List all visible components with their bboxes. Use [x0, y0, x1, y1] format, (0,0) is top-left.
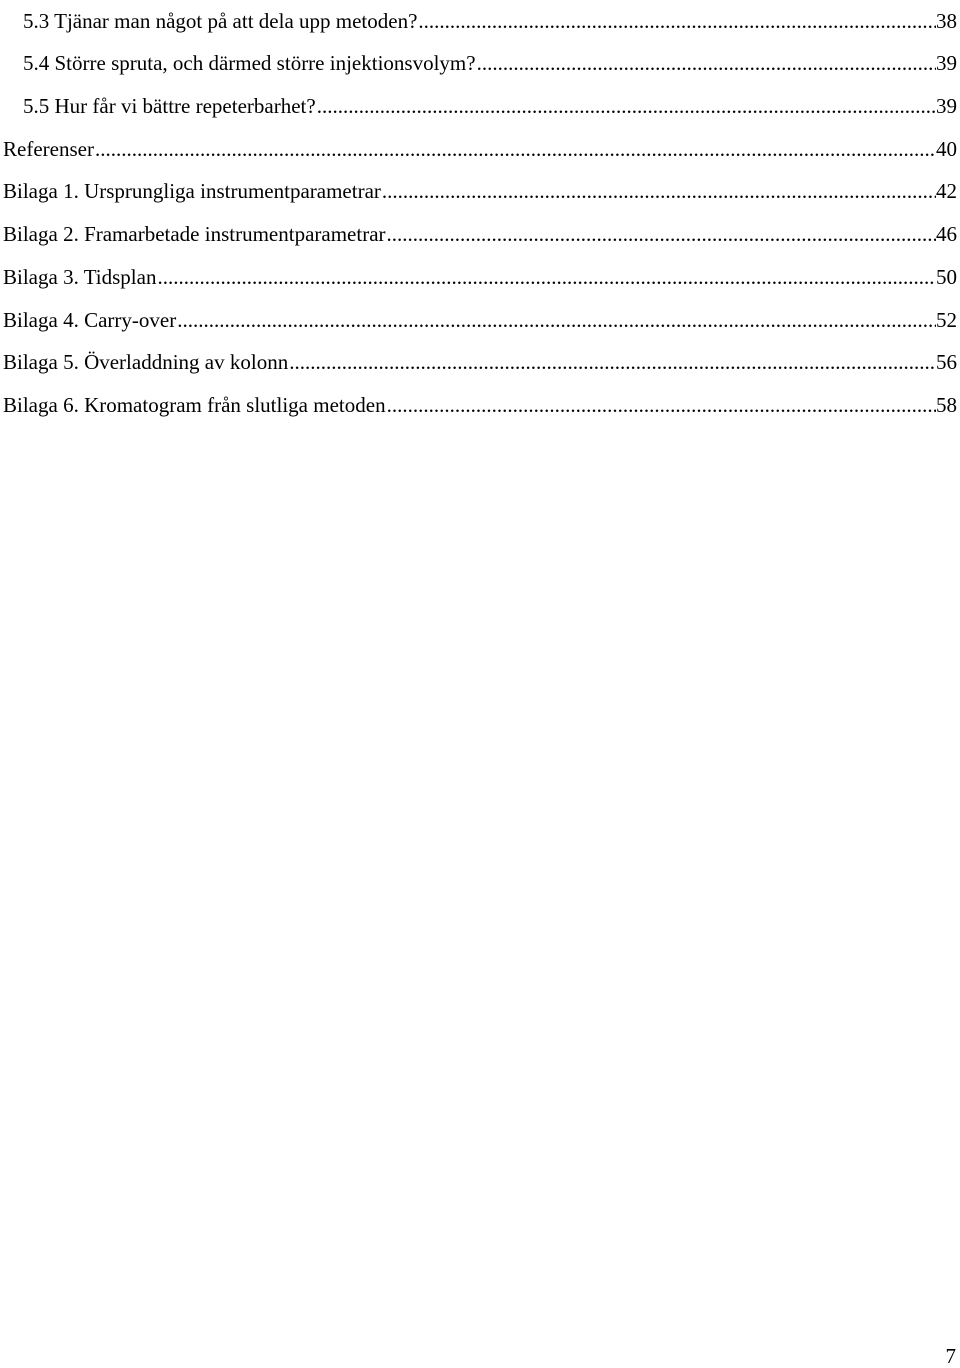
toc-entry-title: Bilaga 2. Framarbetade instrumentparametrar: [3, 222, 386, 247]
table-of-contents: [0, 0, 960, 427]
toc-dot-leader: [477, 53, 936, 74]
toc-entry[interactable]: [0, 171, 960, 214]
toc-entry-title: Bilaga 6. Kromatogram från slutliga metoden: [3, 392, 386, 417]
toc-entry-page: 38: [936, 8, 957, 33]
toc-entry[interactable]: [0, 384, 960, 427]
toc-entry[interactable]: [0, 342, 960, 385]
toc-entry[interactable]: [0, 128, 960, 171]
toc-dot-leader: [387, 395, 936, 416]
toc-entry-title: 5.3 Tjänar man något på att dela upp metoden?: [23, 8, 418, 33]
toc-entry-page: 39: [936, 51, 957, 76]
toc-entry[interactable]: [0, 213, 960, 256]
toc-dot-leader: [289, 352, 936, 373]
toc-entry-page: 39: [936, 94, 957, 119]
toc-dot-leader: [95, 139, 936, 160]
toc-entry-title: Bilaga 3. Tidsplan: [3, 264, 157, 289]
toc-dot-leader: [177, 310, 936, 331]
toc-dot-leader: [317, 96, 936, 117]
toc-entry-page: 56: [936, 350, 957, 375]
toc-entry[interactable]: [0, 256, 960, 299]
toc-entry-title: Bilaga 4. Carry-over: [3, 307, 177, 332]
toc-entry-page: 40: [936, 136, 957, 161]
toc-entry[interactable]: [0, 43, 960, 86]
toc-entry-page: 58: [936, 392, 957, 417]
toc-dot-leader: [382, 181, 936, 202]
page-number: 7: [945, 1344, 956, 1368]
toc-entry-page: 46: [936, 222, 957, 247]
toc-entry-page: 50: [936, 264, 957, 289]
toc-dot-leader: [418, 11, 936, 32]
toc-dot-leader: [157, 267, 936, 288]
toc-entry-title: 5.5 Hur får vi bättre repeterbarhet?: [23, 94, 316, 119]
toc-entry-title: Referenser: [3, 136, 94, 161]
toc-entry-title: Bilaga 5. Överladdning av kolonn: [3, 350, 289, 375]
toc-entry-page: 52: [936, 307, 957, 332]
toc-entry[interactable]: [0, 0, 960, 43]
toc-entry[interactable]: [0, 85, 960, 128]
toc-dot-leader: [387, 224, 936, 245]
toc-entry-title: 5.4 Större spruta, och därmed större injektionsvolym?: [23, 51, 476, 76]
toc-entry-title: Bilaga 1. Ursprungliga instrumentparametrar: [3, 179, 381, 204]
toc-entry[interactable]: [0, 299, 960, 342]
toc-entry-page: 42: [936, 179, 957, 204]
